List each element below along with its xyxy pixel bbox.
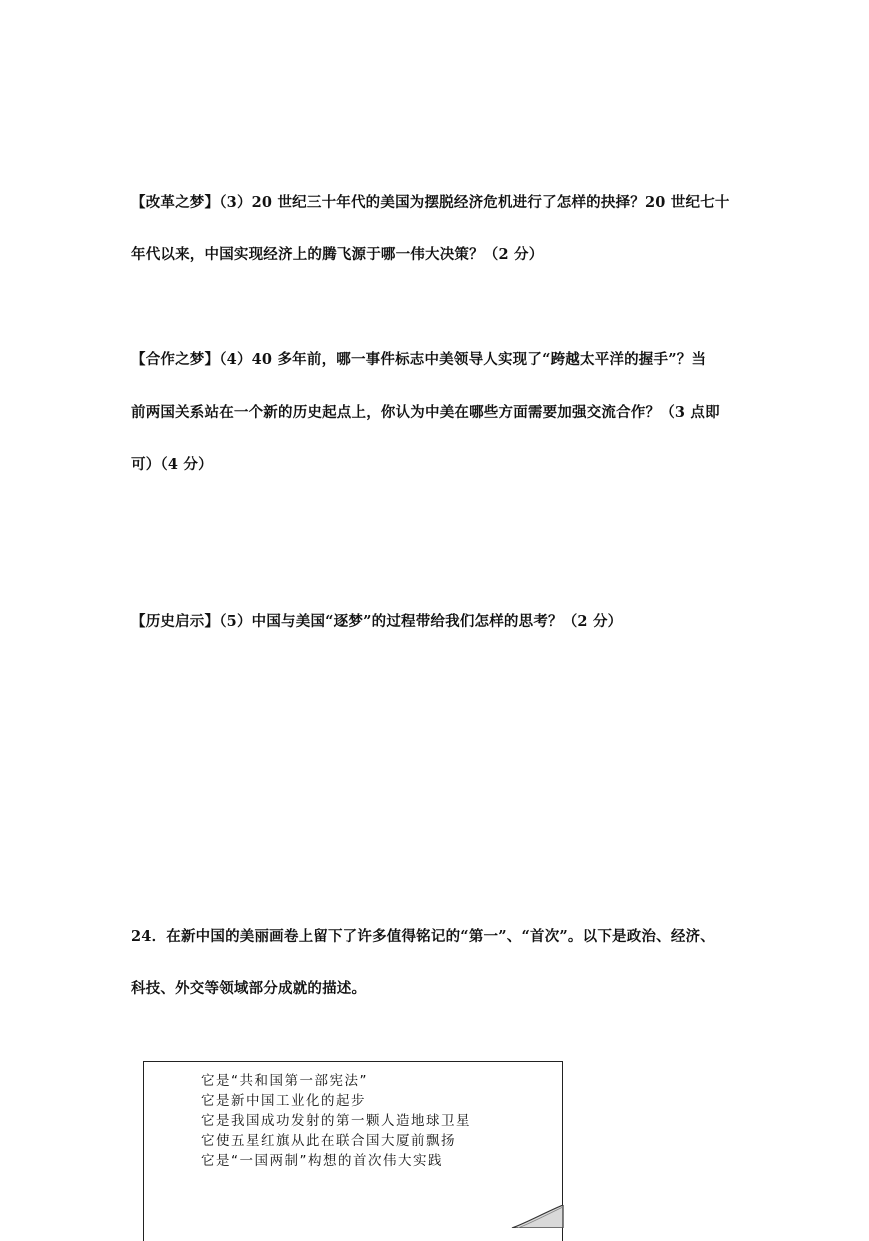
question-3-line-2: 年代以来，中国实现经济上的腾飞源于哪一伟大决策？（2 分） <box>131 246 544 263</box>
achievement-item: 它是新中国工业化的起步 <box>201 1093 366 1109</box>
achievement-item: 它使五星红旗从此在联合国大厦前飘扬 <box>201 1133 456 1149</box>
question-3-line-1: 【改革之梦】（3）20 世纪三十年代的美国为摆脱经济危机进行了怎样的抉择？20 世纪七十 <box>131 194 730 211</box>
question-24-line-1: 24．在新中国的美丽画卷上留下了许多值得铭记的“第一”、“首次”。以下是政治、经济、 <box>131 928 715 945</box>
question-24-line-2: 科技、外交等领域部分成就的描述。 <box>131 980 367 997</box>
page-curl-icon <box>508 1205 568 1228</box>
achievement-item: 它是我国成功发射的第一颗人造地球卫星 <box>201 1113 471 1129</box>
achievement-item: 它是“共和国第一部宪法” <box>201 1073 368 1089</box>
question-4-line-2: 前两国关系站在一个新的历史起点上，你认为中美在哪些方面需要加强交流合作？（3 点即 <box>131 404 720 421</box>
question-4-line-3: 可）（4 分） <box>131 456 213 473</box>
achievement-item: 它是“一国两制”构想的首次伟大实践 <box>201 1153 443 1169</box>
question-5-line-1: 【历史启示】（5）中国与美国“逐梦”的过程带给我们怎样的思考？（2 分） <box>131 613 623 630</box>
question-4-line-1: 【合作之梦】（4）40 多年前，哪一事件标志中美领导人实现了“跨越太平洋的握手”？当 <box>131 351 707 368</box>
achievements-box <box>143 1061 563 1241</box>
